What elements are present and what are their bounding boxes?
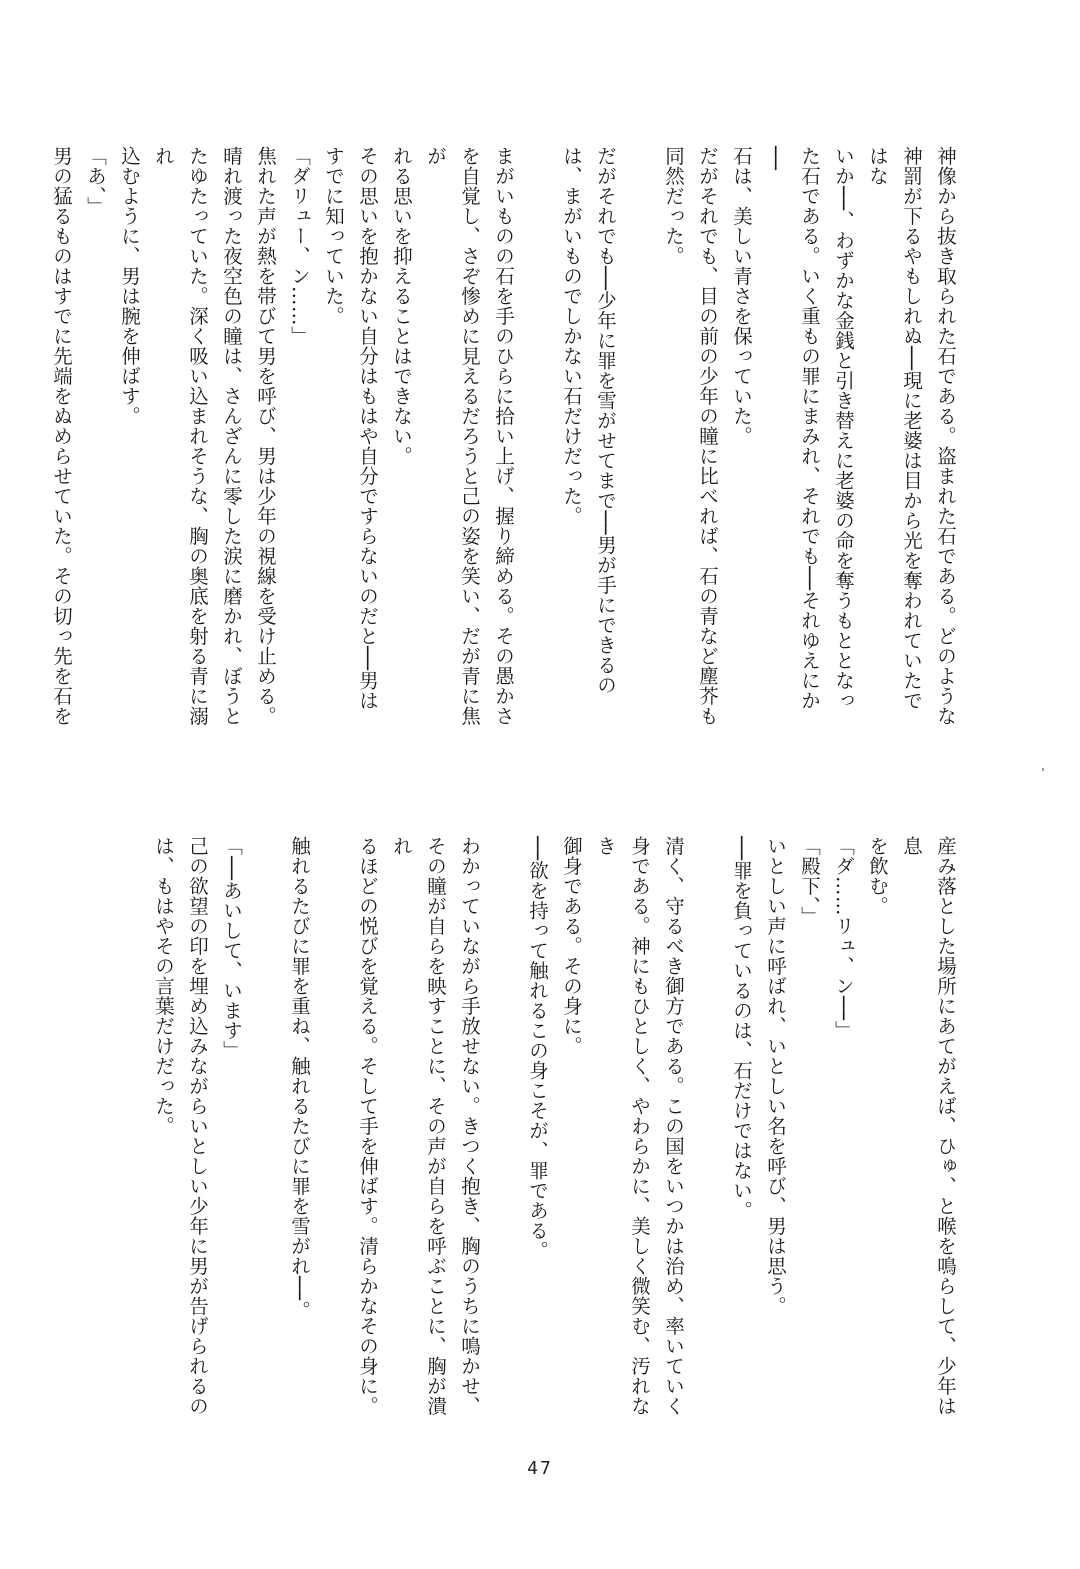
text-line: 「ダ……リュ、ン──」 bbox=[832, 836, 855, 1041]
text-line: 触れるたびに罪を重ね、触れるたびに罪を雪がれ──。 bbox=[288, 836, 311, 1321]
page-number: 47 bbox=[527, 1458, 553, 1479]
paragraph-break bbox=[316, 836, 350, 1416]
text-line: 産み落とした場所にあてがえば、ひゅ、と喉を鳴らして、少年は息 bbox=[900, 836, 957, 1416]
text-line: を自覚し、さぞ惨めに見えるだろうと己の姿を笑い、だが青に焦が bbox=[424, 146, 481, 726]
text-line: 「ダリュー、ン……」 bbox=[288, 146, 311, 346]
text-line: は、まがいものでしかない石だけだった。 bbox=[560, 146, 583, 526]
text-line: 「──あいして、います」 bbox=[220, 836, 243, 1061]
text-line: 神罰が下るやもしれぬ──現に老婆は目から光を奪われていたではな bbox=[866, 146, 923, 711]
paragraph-break bbox=[248, 836, 282, 1416]
text-line: ──欲を持って触れるこの身こそが、罪である。 bbox=[526, 836, 549, 1261]
text-line: を飲む。 bbox=[866, 836, 889, 916]
text-line: 御身である。その身に。 bbox=[560, 836, 583, 1056]
text-line: 「あ、」 bbox=[84, 146, 107, 217]
text-line: だがそれでも──少年に罪を雪がせてまで──男が手にできるの bbox=[594, 146, 617, 695]
paragraph-break bbox=[520, 146, 554, 726]
text-line: 込むように、男は腕を伸ばす。 bbox=[118, 146, 141, 426]
text-line: 神像から抜き取られた石である。盗まれた石である。どのような bbox=[934, 146, 957, 726]
text-line: いとしい声に呼ばれ、いとしい名を呼び、男は思う。 bbox=[764, 836, 787, 1316]
text-line: 己の欲望の印を埋め込みながらいとしい少年に男が告げられるの bbox=[186, 836, 209, 1416]
text-line: は、もはやその言葉だけだった。 bbox=[152, 836, 175, 1136]
scan-speck bbox=[1042, 768, 1044, 771]
text-line: 男の猛るものはすでに先端をぬめらせていた。その切っ先を石を bbox=[50, 146, 73, 726]
text-line: 「殿下、」 bbox=[798, 836, 821, 927]
text-line: 晴れ渡った夜空色の瞳は、さんざんに零した涙に磨かれ、ぼうと bbox=[220, 146, 243, 726]
text-line: れる思いを抑えることはできない。 bbox=[390, 146, 413, 466]
text-line: るほどの悦びを覚える。そして手を伸ばす。清らかなその身に。 bbox=[356, 836, 379, 1416]
text-line: 同然だった。 bbox=[662, 146, 685, 266]
text-line: その思いを抱かない自分はもはや自分ですらないのだと──男は bbox=[356, 146, 379, 711]
paragraph-break bbox=[690, 836, 724, 1416]
text-line: 石は、美しい青さを保っていた。 bbox=[730, 146, 753, 446]
text-line: いか──、わずかな金銭と引き替えに老婆の命を奪うもととなった石である。いく重もの罪にまみれ、それでも──それゆえにか── bbox=[764, 146, 855, 711]
text-line: ──罪を負っているのは、石だけではない。 bbox=[730, 836, 753, 1221]
text-line: 清く、守るべき御方である。この国をいつかは治め、率いていく bbox=[662, 836, 685, 1416]
text-line: だがそれでも、目の前の少年の瞳に比べれば、石の青など塵芥も bbox=[696, 146, 719, 726]
top-text-block bbox=[50, 146, 962, 726]
paragraph-break bbox=[486, 836, 520, 1416]
bottom-text-block bbox=[152, 836, 962, 1416]
text-line: まがいものの石を手のひらに拾い上げ、握り締める。その愚かさ bbox=[492, 146, 515, 726]
text-line: わかっていながら手放せない。きつく抱き、胸のうちに鳴かせ、 bbox=[458, 836, 481, 1416]
text-line: たゆたっていた。深く吸い込まれそうな、胸の奥底を射る青に溺れ bbox=[152, 146, 209, 726]
text-line: 焦れた声が熱を帯びて男を呼び、男は少年の視線を受け止める。 bbox=[254, 146, 277, 726]
text-line: 身である。神にもひとしく、やわらかに、美しく微笑む、汚れなき bbox=[594, 836, 651, 1416]
text-line: すでに知っていた。 bbox=[322, 146, 345, 326]
text-line: その瞳が自らを映すことに、その声が自らを呼ぶことに、胸が潰れ bbox=[390, 836, 447, 1416]
paragraph-break bbox=[622, 146, 656, 726]
